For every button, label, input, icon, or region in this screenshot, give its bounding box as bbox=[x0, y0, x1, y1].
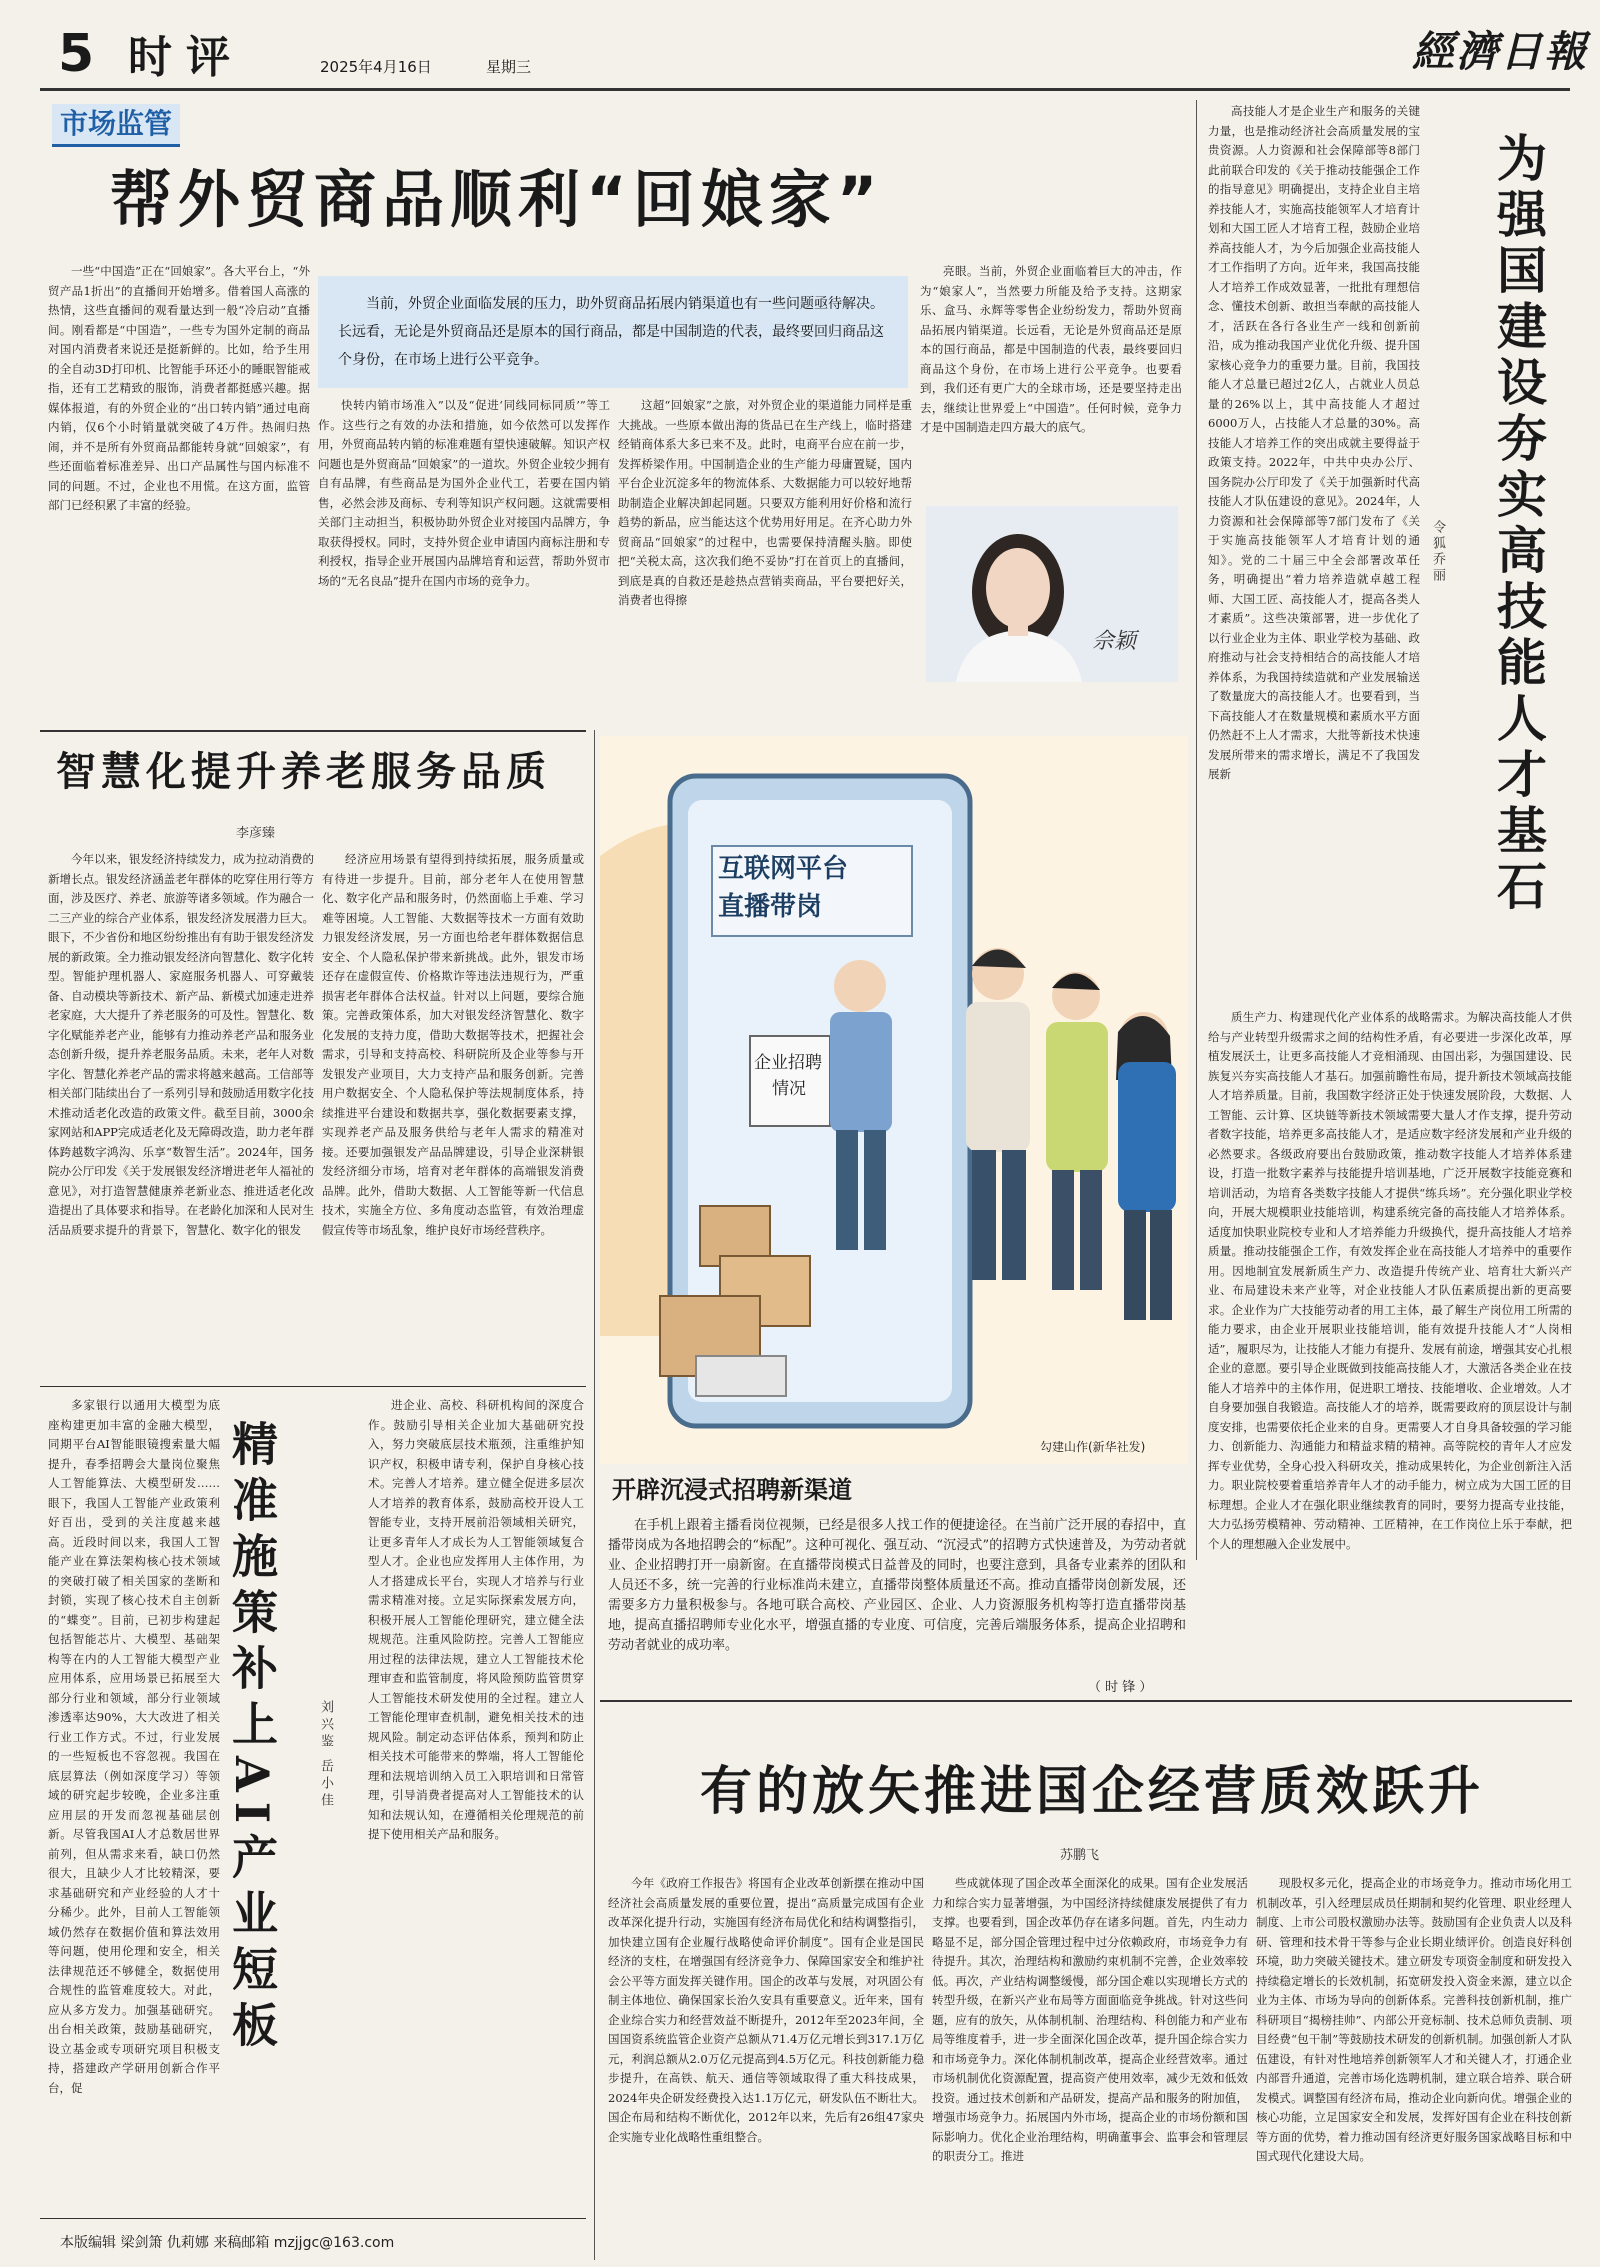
section-rule bbox=[40, 730, 586, 732]
article-column bbox=[618, 396, 912, 680]
article-column bbox=[48, 850, 314, 1376]
portrait-image bbox=[926, 506, 1178, 682]
lead-box bbox=[318, 276, 908, 388]
author-signature: 佘颖 bbox=[1092, 629, 1137, 654]
issue-date: 2025年4月16日 bbox=[320, 58, 432, 76]
masthead-rule bbox=[40, 88, 1570, 91]
paragraph: 进企业、高校、科研机构间的深度合作。鼓励引导相关企业加大基础研究投入，努力突破底层技术瓶颈，注重维护知识产权，积极申请专利，保护自身核心技术。完善人才培养。建立健全促进多层次人才培养的教育体系，鼓励高校开设人工智能专业，支持开展前沿领域相关研究，让更多青年人才成长为人工智能领域复合型人才。企业也应发挥用人主体作用，为人才搭建成长平台，实现人才培养与行业需求精准对接。立足实际探索发展方向，积极开展人工智能伦理研究，建立健全法规规范。注重风险防控。完善人工智能应用过程的法律法规，建立人工智能技术伦理审查和监管制度，将风险预防监管贯穿人工智能技术研发使用的全过程。建立人工智能伦理审查机制，避免相关技术的违规风险。制定动态评估体系，预判和防止相关技术可能带来的弊端，将人工智能伦理和法规培训纳入员工入职培训和日常管理，引导消费者提高对人工智能技术的认知和法规认知，在遵循相关伦理规范的前提下使用相关产品和服务。 bbox=[368, 1398, 584, 1841]
paragraph: 一些“中国造”正在“回娘家”。各大平台上，“外贸产品1折出”的直播间开始增多。借着国人高涨的热情，这些直播间的观看量达到一般“冷启动”直播间。刚看都是“中国造”，一些专为国外定制的商品对国内消费者来说还是挺新鲜的。比如，给予生用的全自动3D打印机、比智能手环还小的睡眠智能戒指，还有工艺精致的服饰，消费者都挺感兴趣。据媒体报道，有的外贸企业的“出口转内销”通过电商内销，仅6个小时销量就突破了4万件。热闹归热闹，并不是所有外贸商品都能转身就“回娘家”，有些还面临着标准差异、出口产品属性与国内标准不同的问题。不过，企业也不用慌。在这方面，监管部门已经积累了丰富的经验。 bbox=[48, 264, 310, 512]
paragraph: 快转内销市场准入”以及“促进‘同线同标同质’”等工作。这些行之有效的办法和措施，如今依然可以发挥作用，外贸商品转内销的标准难题有望快速破解。知识产权问题也是外贸商品“回娘家”的一道坎。外贸企业较少拥有自有品牌，有些商品是为国外企业代工，若要在国内销售，必然会涉及商标、专利等知识产权问题。这就需要相关部门主动担当，积极协助外贸企业对接国内品牌方，争取获得授权。同时，支持外贸企业申请国内商标注册和专利授权，指导企业开展国内品牌培育和运营，帮助外贸市场的“无名良品”提升在国内市场的竞争力。 bbox=[318, 398, 610, 588]
paragraph: 今年以来，银发经济持续发力，成为拉动消费的新增长点。银发经济涵盖老年群体的吃穿住用行等方面，涉及医疗、养老、旅游等诸多领域。作为融合一二三产业的综合产业体系，银发经济发展潜力巨大。眼下，不少省份和地区纷纷推出有有助于银发经济发展的新政策。全力推动银发经济向智慧化、数字化转型。智能护理机器人、家庭服务机器人、可穿戴装备、自动模块等新技术、新产品、新模式加速走进养老家庭，大大提升了养老服务的可及性。智慧化、数字化赋能养老产业，能够有力推动养老产品和服务业态创新升级，提升养老服务品质。未来，老年人对数字化、智慧化养老产品的需求将越来越高。工信部等相关部门陆续出台了一系列引导和鼓励适用数字化技术推动适老化改造的政策文件。截至目前，3000余家网站和APP完成适老化及无障碍改造，助力老年群体跨越数字鸿沟、乐享“数智生活”。2024年，国务院办公厅印发《关于发展银发经济增进老年人福祉的意见》，对打造智慧健康养老新业态、推进适老化改造提出了具体要求和指导。在老龄化加深和人民对生活品质要求提升的背景下，智慧化、数字化的银发 bbox=[48, 852, 314, 1237]
cartoon-drawing bbox=[600, 736, 1188, 1464]
section-name: 时评 bbox=[128, 32, 244, 83]
article-headline: 有的放矢推进国企经营质效跃升 bbox=[699, 1762, 1484, 1822]
article-column bbox=[1208, 1008, 1572, 1558]
article-column bbox=[1256, 1874, 1572, 2250]
article-column bbox=[932, 1874, 1248, 2250]
paragraph: 在手机上跟着主播看岗位视频，已经是很多人找工作的便捷途径。在当前广泛开展的春招中，直播带岗成为各地招聘会的“标配”。这种可视化、强互动、“沉浸式”的招聘方式快速普及，为劳动者就业、企业招聘打开一扇新窗。在直播带岗模式日益普及的同时，也要注意到，具备专业素养的团队和人员还不多，统一完善的行业标准尚未建立，直播带岗整体质量还不高。推动直播带岗创新发展，还需要多方力量积极参与。各地可联合高校、产业园区、企业、人力资源服务机构等打造直播带岗基地，提高直播招聘师专业化水平，增强直播的专业度、可信度，完善后端服务体系，提高企业招聘和劳动者就业的成功率。 bbox=[608, 1518, 1186, 1653]
section-rule bbox=[40, 1386, 586, 1387]
article-column bbox=[48, 1396, 220, 2214]
article-column bbox=[608, 1874, 924, 2250]
article-column bbox=[322, 850, 584, 1376]
byline: 李彦臻 bbox=[236, 826, 276, 841]
article-column bbox=[1208, 102, 1420, 1002]
paragraph: 高技能人才是企业生产和服务的关键力量，也是推动经济社会高质量发展的宝贵资源。人力资源和社会保障部等8部门此前联合印发的《关于推动技能强企工作的指导意见》明确提出，支持企业自主培养技能人才，实施高技能领军人才培育计划和大国工匠人才培育工程，鼓励企业培养高技能人才，为今后加强企业高技能人才工作指明了方向。近年来，我国高技能人才培养工作成效显著，一批批有理想信念、懂技术创新、敢担当奉献的高技能人才，活跃在各行各业生产一线和创新前沿，成为推动我国产业优化升级、提升国家核心竞争力的重要力量。目前，我国技能人才总量已超过2亿人，占就业人员总量的26%以上，其中高技能人才超过6000万人，占技能人才总量的30%。高技能人才培养工作的突出成就主要得益于政策支持。2022年，中共中央办公厅、国务院办公厅印发了《关于加强新时代高技能人才队伍建设的意见》。2024年，人力资源和社会保障部等7部门发布了《关于实施高技能领军人才培育计划的通知》。党的二十届三中全会部署改革任务，明确提出“着力培养造就卓越工程师、大国工匠、高技能人才，提高各类人才素质”。这些决策部署，进一步优化了以行业企业为主体、职业学校为基础、政府推动与社会支持相结合的高技能人才培养体系，为我国持续造就和产业发展输送了数量庞大的高技能人才。也要看到，当下高技能人才在数量规模和素质水平方面仍然赶不上人才需求，大批等新技术快速发展所带来的需求增长，满足不了我国发展新 bbox=[1208, 104, 1420, 781]
article-headline: 精准施策补上AI产业短板 bbox=[225, 1420, 279, 2058]
illustration-sign-platform: 互联网平台 bbox=[718, 854, 849, 884]
illustration-board-line2: 情况 bbox=[772, 1079, 806, 1099]
article-column bbox=[920, 262, 1182, 498]
article-headline: 帮外贸商品顺利“回娘家” bbox=[110, 163, 884, 236]
byline: （ 时 锋 ） bbox=[1088, 1680, 1153, 1695]
page-number: 5 bbox=[58, 24, 95, 84]
article-column bbox=[318, 396, 610, 680]
masthead bbox=[0, 0, 1600, 92]
column-rule bbox=[1196, 100, 1197, 1560]
byline: 苏鹏飞 bbox=[1060, 1848, 1100, 1863]
paragraph: 些成就体现了国企改革全面深化的成果。国有企业发展活力和综合实力显著增强，为中国经济持续健康发展提供了有力支撑。也要看到，国企改革仍存在诸多问题。首先，内生动力略显不足，部分国企管理过程中过分依赖政府，市场竞争力有待提升。其次，治理结构和激励约束机制不完善，企业效率较低。再次，产业结构调整缓慢，部分国企难以实现增长方式的转型升级，在新兴产业布局等方面面临竞争挑战。针对这些问题，应有的放矢，从体制机制、治理结构、科创能力和产业布局等维度着手，进一步全面深化国企改革，提升国企综合实力和市场竞争力。深化体制机制改革，提高企业经营效率。通过市场机制优化资源配置，提高资产使用效率，减少无效和低效投资。通过技术创新和产品研发，提高产品和服务的附加值，增强市场竞争力。拓展国内外市场，提高企业的市场份额和国际影响力。优化企业治理结构，明确董事会、监事会和管理层的职责分工。推进 bbox=[932, 1876, 1248, 2163]
paragraph: 现股权多元化，提高企业的市场竞争力。推动市场化用工机制改革，引入经理层成员任期制和契约化管理、职业经理人制度、上市公司股权激励办法等。鼓励国有企业负责人以及科研、管理和技术骨干等参与企业长期业绩评价。创造良好科创环境，助力突破关键技术。建立研发专项资金制度和研发投入持续稳定增长的长效机制，拓宽研发投入资金来源，建立以企业为主体、市场为导向的创新体系。完善科技创新机制，推广科研项目“揭榜挂帅”、内部公开竞标制、技术总师负责制、项目经费“包干制”等鼓励技术研发的创新机制。加强创新人才队伍建设，有针对性地培养创新领军人才和关键人才，打通企业内部晋升通道，完善市场化选聘机制，建立联合培养、联合研发模式。调整国有经济布局，推动企业向新向优。增强企业的核心功能，立足国家安全和发展，发挥好国有企业在科技创新等方面的优势，着力推动国有经济更好服务国家战略目标和中国式现代化建设大局。 bbox=[1256, 1876, 1572, 2163]
byline: 刘兴鉴 岳小佳 bbox=[318, 1700, 333, 1811]
paragraph: 这超“回娘家”之旅，对外贸企业的渠道能力同样是重大挑战。一些原本做出海的货品已在生产线上，临时搭建经销商体系大多已来不及。此时，电商平台应在前一步，发挥桥梁作用。中国制造企业的生产能力母庸置疑，国内平台企业沉淀多年的物流体系、大数据能力可以较好地帮助制造企业解决卸起同题。只要双方能利用好价格和流行趋势的新品，应当能达这个优势用好用足。在齐心助力外贸商品“回娘家”的过程中，也需要保持清醒头脑。即使把“关税太高，这次我们绝不妥协”打在首页上的直播间，到底是真的自救还是趁热点营销卖商品，平台要把好关，消费者也得擦 bbox=[618, 398, 912, 607]
paper-logo: 經濟日報 bbox=[1412, 27, 1589, 76]
paragraph: 多家银行以通用大模型为底座构建更加丰富的金融大模型，同期平台AI智能眼镜搜索量大幅提升，春季招聘会大量岗位聚焦人工智能算法、大模型研发……眼下，我国人工智能产业政策利好百出，受到的关注度越来越高。近段时间以来，我国人工智能产业在算法架构核心技术领域的突破打破了相关国家的垄断和封锁，实现了核心技术自主创新的“蝶变”。目前，已初步构建起包括智能芯片、大模型、基础架构等在内的人工智能大模型产业应用体系，应用场景已拓展至大部分行业和领域，部分行业领域渗透率达90%，大大改进了相关行业工作方式。不过，行业发展的一些短板也不容忽视。我国在底层算法（例如深度学习）等领域的研究起步较晚，企业多注重应用层的开发而忽视基础层创新。尽管我国AI人才总数居世界前列，但从需求来看，缺口仍然很大，且缺少人才比较精深，要求基础研究和产业经验的人才十分稀少。此外，目前人工智能领域仍然存在数据价值和算法效用等问题，使用伦理和安全，相关法律规范还不够健全，数据使用合规性的监管难度较大。对此，应从多方发力。加强基础研究。出台相关政策，鼓励基础研究，设立基金或专项研究项目积极支持，搭建政产学研用创新合作平台，促 bbox=[48, 1398, 220, 2095]
article-column bbox=[368, 1396, 584, 2214]
article-headline: 开辟沉浸式招聘新渠道 bbox=[612, 1476, 852, 1504]
footer-rule bbox=[40, 2218, 586, 2219]
illustration bbox=[600, 736, 1188, 1464]
column-rule bbox=[594, 730, 595, 2260]
illustration-sign-livestream: 直播带岗 bbox=[718, 892, 823, 922]
article-column bbox=[608, 1516, 1186, 1672]
issue-weekday: 星期三 bbox=[486, 58, 532, 76]
column-tag: 市场监管 bbox=[52, 104, 180, 147]
article-headline: 为强国建设夯实高技能人才基石 bbox=[1489, 132, 1547, 916]
illustration-credit: 勾建山作(新华社发) bbox=[1040, 1440, 1146, 1454]
illustration-board-line1: 企业招聘 bbox=[754, 1053, 822, 1073]
article-headline: 智慧化提升养老服务品质 bbox=[56, 748, 551, 795]
paragraph: 今年《政府工作报告》将国有企业改革创新摆在推动中国经济社会高质量发展的重要位置，提出“高质量完成国有企业改革深化提升行动，实施国有经济布局优化和结构调整指引，加快建立国有企业履行战略使命评价制度”。国有企业是国民经济的支柱，在增强国有经济竞争力、保障国家安全和维护社会公平等方面发挥关键作用。国企的改革与发展，对巩固公有制主体地位、确保国家长治久安具有重要意义。近年来，国有企业综合实力和经营效益不断提升，2012年至2023年间，全国国资系统监管企业资产总额从71.4万亿元增长到317.1万亿元，利润总额从2.0万亿元提高到4.5万亿元。科技创新能力稳步提升，在高铁、航天、通信等领域取得了重大科技成果，2024年央企研发经费投入达1.1万亿元，研发队伍不断壮大。国企布局和结构不断优化，2012年以来，先后有26组47家央企实施专业化战略性重组整合。 bbox=[608, 1876, 924, 2144]
paragraph: 经济应用场景有望得到持续拓展，服务质量或有待进一步提升。目前，部分老年人在使用智慧化、数字化产品和服务时，仍然面临上手难、学习难等困境。人工智能、大数据等技术一方面有效助力银发经济发展，另一方面也给老年群体数据信息安全、个人隐私保护带来新挑战。此外，银发市场还存在虚假宣传、价格欺诈等违法违规行为，严重损害老年群体合法权益。针对以上问题，要综合施策。完善政策体系，加大对银发经济智慧化、数字化发展的支持力度，借助大数据等技术，把握社会需求，引导和支持高校、科研院所及企业等参与开发银发产业项目，大力支持产品和服务创新。完善用户数据安全、个人隐私保护等法规制度体系，持续推进平台建设和数据共享，强化数据要素支撑，实现养老产品及服务供给与老年人需求的精准对接。还要加强银发产品品牌建设，引导企业深耕银发经济细分市场，培育对老年群体的高端银发消费品牌。此外，借助大数据、人工智能等新一代信息技术，实施全方位、多角度动态监管，有效治理虚假宣传等市场乱象，维护良好市场经营秩序。 bbox=[322, 852, 584, 1237]
article-column bbox=[48, 262, 310, 680]
byline: 令狐乔丽 bbox=[1430, 520, 1445, 584]
paragraph: 质生产力、构建现代化产业体系的战略需求。为解决高技能人才供给与产业转型升级需求之间的结构性矛盾，有必要进一步深化改革，厚植发展沃土，让更多高技能人才竞相涌现、由国出彩，为强国建设、民族复兴夯实高技能人才基石。加强前瞻性布局，提升新技术领域高技能人才培养质量。目前，我国数字经济正处于快速发展阶段，大数据、人工智能、云计算、区块链等新技术领域需要大量人才作支撑，提升劳动者数字技能，培养更多高技能人才，是适应数字经济发展和产业升级的必然要求。各级政府要出台鼓励政策，推动数字技能人才培养体系建设，打造一批数字素养与技能提升培训基地，广泛开展数字技能竞赛和培训活动，为培育各类数字技能人才提供“练兵场”。充分强化职业学校向，开展大规模职业技能培训，构建系统完备的高技能人才培养体系。适度加快职业院校专业和人才培养能力升级换代，提升高技能人才培养质量。推动技能强企工作，有效发挥企业在高技能人才培养中的重要作用。因地制宜发展新质生产力、改造提升传统产业、培育壮大新兴产业、布局建设未来产业等，对企业技能人才队伍素质提出新的更高要求。企业作为广大技能劳动者的用工主体，最了解生产岗位用工所需的能力要求，由企业开展职业技能培训，能有效提升技能人才“人岗相适”，履职尽为，让技能人才能力有提升、发展有前途，增强其安心扎根企业的意愿。要引导企业既做到技能高技能人才，大激活各类企业在技能人才培养中的主体作用，促进职工增技、技能增收、企业增效。人才自身要加强自我锻造。高技能人才的培养，既需要政府的顶层设计与制度安排，也需要依托企业来的自身。更需要人才自身具备较强的学习能力、创新能力、沟通能力和精益求精的精神。高等院校的青年人才应发挥专业优势，全身心投入科研攻关，推动成果转化，为企业创新注入活力。职业院校要着重培养青年人才的动手能力，树立成为大国工匠的目标理想。企业人才在强化职业继续教育的同时，要努力提高专业技能，大力弘扬劳模精神、劳动精神、工匠精神，在工作岗位上乐于奉献，把个人的理想融入企业发展中。 bbox=[1208, 1010, 1572, 1551]
footer-credits: 本版编辑 梁剑箫 仇莉娜 来稿邮箱 mzjjgc@163.com bbox=[60, 2235, 395, 2251]
section-rule bbox=[600, 1700, 1572, 1702]
author-portrait bbox=[926, 506, 1178, 682]
lead-text: 当前，外贸企业面临发展的压力，助外贸商品拓展内销渠道也有一些问题亟待解决。长远看，无论是外贸商品还是原本的国行商品，都是中国制造的代表，最终要回归商品这个身份，在市场上进行公平竞争。 bbox=[338, 296, 884, 368]
paragraph: 亮眼。当前，外贸企业面临着巨大的冲击，作为“娘家人”，当然要力所能及给予支持。这期家乐、盒马、永辉等零售企业纷纷发力，帮助外贸商品拓展内销渠道。长远看，无论是外贸商品还是原本的国行商品，都是中国制造的代表，最终要回归商品这个身份，在市场上进行公平竞争。也要看到，我们还有更广大的全球市场，还是要坚持走出去，继续让世界爱上“中国造”。任何时候，竞争力才是中国制造走四方最大的底气。 bbox=[920, 264, 1182, 434]
